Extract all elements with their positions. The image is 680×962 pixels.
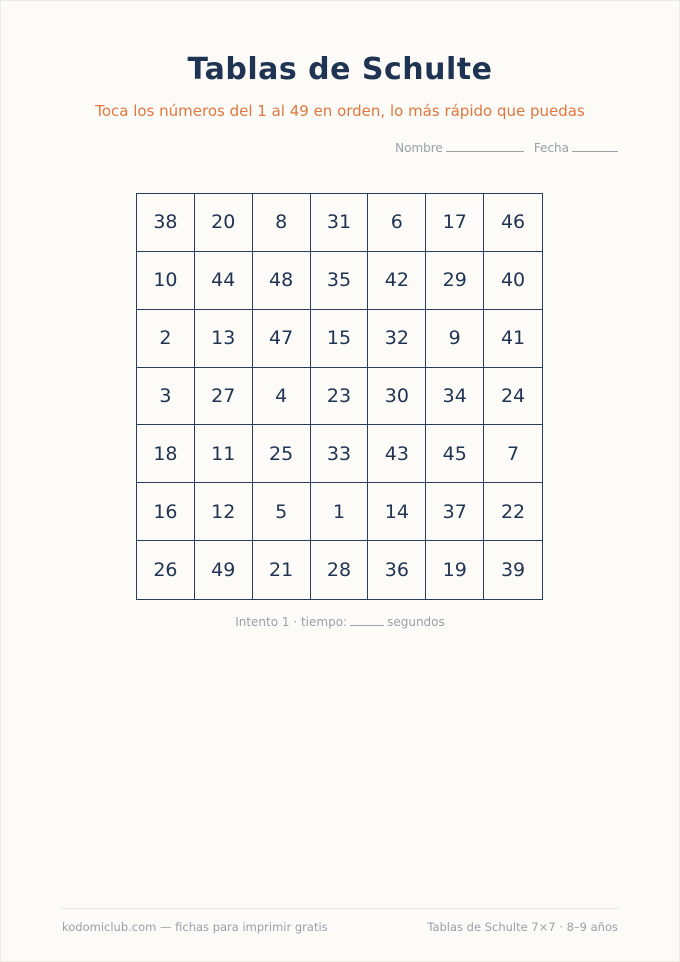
date-label: Fecha — [533, 141, 569, 155]
grid-cell[interactable]: 27 — [195, 368, 253, 426]
grid-cell[interactable]: 28 — [311, 541, 369, 599]
footer-info: Tablas de Schulte 7×7 · 8–9 años — [427, 920, 618, 934]
grid-cell[interactable]: 30 — [368, 368, 426, 426]
grid-cell[interactable]: 20 — [195, 194, 253, 252]
grid-cell[interactable]: 26 — [137, 541, 195, 599]
grid-cell[interactable]: 40 — [484, 252, 542, 310]
grid-cell[interactable]: 22 — [484, 483, 542, 541]
grid-cell[interactable]: 35 — [311, 252, 369, 310]
grid-cell[interactable]: 42 — [368, 252, 426, 310]
grid-cell[interactable]: 5 — [253, 483, 311, 541]
name-blank[interactable] — [446, 139, 524, 152]
grid-cell[interactable]: 9 — [426, 310, 484, 368]
grid-cell[interactable]: 32 — [368, 310, 426, 368]
name-label: Nombre — [395, 141, 443, 155]
grid-cell[interactable]: 12 — [195, 483, 253, 541]
grid-cell[interactable]: 17 — [426, 194, 484, 252]
page-subtitle: Toca los números del 1 al 49 en orden, lo más rápido que puedas — [95, 102, 585, 120]
grid-cell[interactable]: 13 — [195, 310, 253, 368]
date-field[interactable] — [534, 139, 618, 155]
grid-cell[interactable]: 29 — [426, 252, 484, 310]
name-date-fields — [395, 139, 618, 155]
grid-cell[interactable]: 46 — [484, 194, 542, 252]
grid-cell[interactable]: 10 — [137, 252, 195, 310]
grid-cell[interactable]: 47 — [253, 310, 311, 368]
grid-cell[interactable]: 48 — [253, 252, 311, 310]
grid-cell[interactable]: 15 — [311, 310, 369, 368]
grid-cell[interactable]: 41 — [484, 310, 542, 368]
grid-cell[interactable]: 2 — [137, 310, 195, 368]
grid-cell[interactable]: 23 — [311, 368, 369, 426]
grid-cell[interactable]: 37 — [426, 483, 484, 541]
grid-cell[interactable]: 43 — [368, 425, 426, 483]
grid-cell[interactable]: 33 — [311, 425, 369, 483]
grid-cell[interactable]: 21 — [253, 541, 311, 599]
page-title: Tablas de Schulte — [187, 52, 493, 87]
grid-cell[interactable]: 36 — [368, 541, 426, 599]
grid-cell[interactable]: 7 — [484, 425, 542, 483]
grid-cell[interactable]: 4 — [253, 368, 311, 426]
attempt-suffix: segundos — [387, 615, 445, 629]
grid-cell[interactable]: 49 — [195, 541, 253, 599]
grid-cell[interactable]: 16 — [137, 483, 195, 541]
grid-cell[interactable]: 11 — [195, 425, 253, 483]
footer-site: kodomiclub.com — fichas para imprimir gratis — [62, 920, 328, 934]
grid-cell[interactable]: 38 — [137, 194, 195, 252]
grid-cell[interactable]: 24 — [484, 368, 542, 426]
grid-cell[interactable]: 3 — [137, 368, 195, 426]
date-blank[interactable] — [572, 139, 618, 152]
grid-cell[interactable]: 1 — [311, 483, 369, 541]
grid-cell[interactable]: 45 — [426, 425, 484, 483]
attempt-line — [0, 615, 680, 629]
grid-cell[interactable]: 31 — [311, 194, 369, 252]
grid-cell[interactable]: 8 — [253, 194, 311, 252]
name-field[interactable] — [395, 139, 524, 155]
attempt-prefix: Intento 1 · tiempo: — [235, 615, 348, 629]
grid-cell[interactable]: 44 — [195, 252, 253, 310]
schulte-grid — [136, 193, 543, 600]
grid-cell[interactable]: 18 — [137, 425, 195, 483]
grid-cell[interactable]: 25 — [253, 425, 311, 483]
grid-cell[interactable]: 39 — [500, 559, 526, 582]
footer-divider — [62, 908, 618, 909]
grid-cell[interactable]: 6 — [368, 194, 426, 252]
grid-cell[interactable]: 34 — [426, 368, 484, 426]
time-blank[interactable] — [350, 615, 384, 626]
grid-cell[interactable]: 19 — [426, 541, 484, 599]
grid-cell[interactable]: 14 — [368, 483, 426, 541]
